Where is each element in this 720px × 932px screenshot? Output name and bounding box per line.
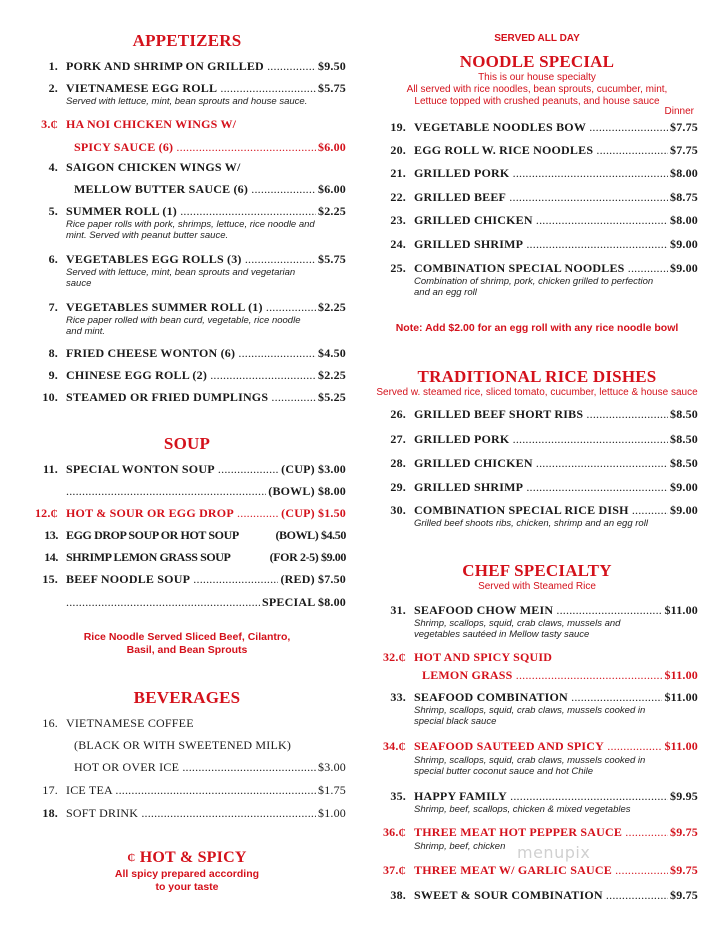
item-price: $9.00 [320, 550, 346, 564]
item-price: $5.75 [318, 252, 346, 266]
item-description: Served with lettuce, mint, bean sprouts and house sauce. [66, 96, 308, 107]
item-name: EGG DROP SOUP OR HOT SOUP [66, 528, 239, 542]
chef-item-36: 36.₵ THREE MEAT HOT PEPPER SAUCE ..... $9.75 Shrimp, beef, chicken [376, 825, 698, 852]
chef-item-31: 31. SEAFOOD CHOW MEIN ..... $11.00 Shrimp, scallops, squid, crab claws, mussels and vegetables sautéed in Mellow tasty sauce [376, 603, 698, 640]
item-price: $9.50 [318, 59, 346, 73]
noodle-note: Note: Add $2.00 for an egg roll with any rice noodle bowl [395, 322, 679, 334]
chef-item-33: 33. SEAFOOD COMBINATION ..... $11.00 Shrimp, scallops, squid, crab claws, mussels cooked in special black sauce [376, 690, 698, 727]
section-title-noodle-special: NOODLE SPECIAL [459, 52, 615, 71]
item-name: HOT AND SPICY SQUID [414, 650, 553, 664]
rice-dishes-section: TRADITIONAL RICE DISHES Served w. steamed rice, sliced tomato, cucumber, lettuce & house sauce [376, 367, 698, 398]
rice-item-28: 28. GRILLED CHICKEN ..... $8.50 [376, 456, 698, 471]
chef-item-35: 35. HAPPY FAMILY ..... $9.95 Shrimp, beef, scallops, chicken & mixed vegetables [376, 789, 698, 815]
appetizer-item-6: 6. VEGETABLES EGG ROLLS (3) ..... $5.75 Served with lettuce, mint, bean sprouts and vegetarian sauce [28, 252, 346, 289]
item-price: $3.00 [318, 462, 346, 476]
chef-item-37: 37.₵ THREE MEAT W/ GARLIC SAUCE ..... $9.75 [376, 863, 698, 879]
item-name-cont: LEMON GRASS ..... [414, 668, 662, 683]
chef-specialty-section: CHEF SPECIALTY Served with Steamed Rice [376, 561, 698, 593]
item-name: VEGETABLE NOODLES BOW ..... [414, 120, 668, 135]
appetizer-item-8: 8. FRIED CHEESE WONTON (6) ..... $4.50 [28, 346, 346, 361]
item-price: $8.00 [670, 213, 698, 227]
item-name: HOT & SOUR OR EGG DROP ..... [66, 506, 279, 521]
appetizer-item-4: 4. SAIGON CHICKEN WINGS W/ MELLOW BUTTER SAUCE (6) ..... $6.00 [28, 160, 346, 197]
item-price: $9.00 [670, 503, 698, 517]
item-name: THREE MEAT HOT PEPPER SAUCE ..... [414, 825, 668, 840]
item-price: $7.75 [670, 120, 698, 134]
soup-item-11: 11. SPECIAL WONTON SOUP ..... (CUP) $3.00 [28, 462, 346, 477]
item-price: $8.00 [670, 166, 698, 180]
item-size: (CUP) [281, 506, 315, 520]
chili-pepper-icon: ₵ [398, 742, 406, 753]
item-description: Grilled beef shoots ribs, chicken, shrimp and an egg roll [414, 518, 648, 529]
soup-item-15-special [28, 595, 346, 610]
item-size: (BOWL) [275, 528, 319, 542]
noodle-item-24: 24. GRILLED SHRIMP ..... $9.00 [376, 237, 698, 252]
item-name-cont: (BLACK OR WITH SWEETENED MILK) [74, 738, 292, 752]
appetizer-item-3: 3.₵ HA NOI CHICKEN WINGS W/ SPICY SAUCE (6) ..... $6.00 [28, 117, 346, 155]
noodle-item-23: 23. GRILLED CHICKEN ..... $8.00 [376, 213, 698, 228]
item-price: $7.50 [318, 572, 346, 586]
item-name: SHRIMP LEMON GRASS SOUP [66, 550, 231, 564]
item-description: Shrimp, beef, chicken [414, 841, 506, 852]
item-name: SEAFOOD COMBINATION ..... [414, 690, 662, 705]
item-name: GRILLED CHICKEN ..... [414, 456, 668, 471]
item-description: Shrimp, scallops, squid, crab claws, mussels and vegetables sautéed in Mellow tasty sauce [414, 618, 621, 640]
hot-spicy-legend: ₵ HOT & SPICY All spicy prepared according to your taste [114, 849, 260, 893]
noodle-item-22: 22. GRILLED BEEF ..... $8.75 [376, 190, 698, 205]
beverage-item-17: 17. ICE TEA ..... $1.75 [28, 783, 346, 798]
item-name: BEEF NOODLE SOUP ..... [66, 572, 278, 587]
item-name-cont: HOT OR OVER ICE ..... [66, 760, 316, 775]
item-name: VEGETABLES EGG ROLLS (3) ..... [66, 252, 316, 267]
chili-pepper-icon: ₵ [398, 653, 406, 664]
item-price: $11.00 [664, 739, 698, 753]
appetizer-item-2: 2. VIETNAMESE EGG ROLL ..... $5.75 Served with lettuce, mint, bean sprouts and house sauce. [28, 81, 346, 107]
chef-item-34: 34.₵ SEAFOOD SAUTEED AND SPICY ..... $11.00 Shrimp, scallops, squid, crab claws, mussels cooked in special butter coconut sauce and hot Chile [376, 739, 698, 777]
item-description: Rice paper rolled with bean curd, vegetable, rice noodle and mint. [66, 315, 301, 337]
item-price: $1.00 [318, 806, 346, 820]
item-description: Shrimp, scallops, squid, crab claws, mussels cooked in special butter coconut sauce and hot Chile [414, 755, 646, 777]
soup-section [28, 434, 346, 454]
item-name: SAIGON CHICKEN WINGS W/ [66, 160, 241, 174]
item-description: Rice paper rolls with pork, shrimps, lettuce, rice noodle and mint. Served with peanut butter sauce. [66, 219, 315, 241]
item-name [66, 484, 266, 499]
item-name-cont: MELLOW BUTTER SAUCE (6) ..... [66, 182, 316, 197]
rice-item-26: 26. GRILLED BEEF SHORT RIBS ..... $8.50 [376, 407, 698, 422]
chef-item-38: 38. SWEET & SOUR COMBINATION ..... $9.75 [376, 888, 698, 903]
item-name: GRILLED PORK ..... [414, 166, 668, 181]
item-name: SOFT DRINK ..... [66, 806, 316, 821]
item-name-cont: SPICY SAUCE (6) ..... [66, 140, 316, 155]
noodle-item-20: 20. EGG ROLL W. RICE NOODLES ..... $7.75 [376, 143, 698, 158]
item-name: GRILLED SHRIMP ..... [414, 480, 668, 495]
item-price: $4.50 [318, 346, 346, 360]
item-size: (BOWL) [268, 484, 315, 498]
item-description: Combination of shrimp, pork, chicken grilled to perfection and an egg roll [414, 276, 654, 298]
item-price: $1.50 [318, 506, 346, 520]
rice-item-29: 29. GRILLED SHRIMP ..... $9.00 [376, 480, 698, 495]
item-price: $11.00 [664, 690, 698, 704]
item-name: GRILLED BEEF ..... [414, 190, 668, 205]
chili-pepper-icon: ₵ [398, 866, 406, 877]
chili-pepper-icon: ₵ [50, 120, 58, 131]
item-name: GRILLED SHRIMP ..... [414, 237, 668, 252]
item-name: THREE MEAT W/ GARLIC SAUCE ..... [414, 863, 668, 878]
item-name: HA NOI CHICKEN WINGS W/ [66, 117, 237, 131]
soup-item-13: 13. EGG DROP SOUP OR HOT SOUP (BOWL) $4.50 [44, 528, 346, 542]
item-name: GRILLED BEEF SHORT RIBS ..... [414, 407, 668, 422]
appetizer-item-7: 7. VEGETABLES SUMMER ROLL (1) ..... $2.25 Rice paper rolled with bean curd, vegetable, rice noodle and mint. [28, 300, 346, 337]
chili-pepper-icon: ₵ [398, 828, 406, 839]
noodle-item-19: 19. VEGETABLE NOODLES BOW ..... $7.75 [376, 120, 698, 135]
item-price: $5.75 [318, 81, 346, 95]
item-price: $9.75 [670, 863, 698, 877]
item-price: $8.50 [670, 432, 698, 446]
item-price: $9.00 [670, 480, 698, 494]
item-price: $9.95 [670, 789, 698, 803]
rice-item-30: 30. COMBINATION SPECIAL RICE DISH ..... $9.00 Grilled beef shoots ribs, chicken, shrimp and an egg roll [376, 503, 698, 529]
item-size: (FOR 2-5) [269, 550, 319, 564]
appetizer-item-9: 9. CHINESE EGG ROLL (2) ..... $2.25 [28, 368, 346, 383]
noodle-item-21: 21. GRILLED PORK ..... $8.00 [376, 166, 698, 181]
item-price: $8.50 [670, 407, 698, 421]
item-size: (RED) [280, 572, 315, 586]
item-name: SEAFOOD SAUTEED AND SPICY ..... [414, 739, 662, 754]
item-name [66, 595, 260, 610]
item-price: $11.00 [664, 603, 698, 617]
served-all-day-label: SERVED ALL DAY [494, 33, 580, 44]
item-size: SPECIAL [262, 595, 315, 609]
section-title-rice-dishes: TRADITIONAL RICE DISHES [417, 367, 657, 386]
appetizer-item-5: 5. SUMMER ROLL (1) ..... $2.25 Rice paper rolls with pork, shrimps, lettuce, rice noodle and mint. Served with peanut butter sauce. [28, 204, 346, 241]
item-price: $8.75 [670, 190, 698, 204]
item-price: $9.75 [670, 888, 698, 902]
appetizer-item-10: 10. STEAMED OR FRIED DUMPLINGS ..... $5.25 [28, 390, 346, 405]
item-name: COMBINATION SPECIAL NOODLES ..... [414, 261, 668, 276]
item-price: $7.75 [670, 143, 698, 157]
beverage-item-16: 16. VIETNAMESE COFFEE (BLACK OR WITH SWEETENED MILK) HOT OR OVER ICE ..... $3.00 [28, 716, 346, 775]
item-name: GRILLED CHICKEN ..... [414, 213, 668, 228]
item-name: VEGETABLES SUMMER ROLL (1) ..... [66, 300, 316, 315]
item-name: COMBINATION SPECIAL RICE DISH ..... [414, 503, 668, 518]
item-price: $3.00 [318, 760, 346, 774]
section-title-beverages: BEVERAGES [133, 688, 241, 707]
soup-item-14: 14. SHRIMP LEMON GRASS SOUP (FOR 2-5) $9.00 [44, 550, 346, 564]
item-price: $5.25 [318, 390, 346, 404]
section-title-soup: SOUP [163, 434, 211, 453]
watermark: menupix [517, 843, 591, 862]
item-price: $4.50 [320, 528, 346, 542]
item-price: $8.00 [318, 595, 346, 609]
appetizers-section [28, 31, 346, 51]
item-description: Shrimp, scallops, squid, crab claws, mussels cooked in special black sauce [414, 705, 646, 727]
item-price: $8.50 [670, 456, 698, 470]
item-description: Served with lettuce, mint, bean sprouts and vegetarian sauce [66, 267, 296, 289]
item-price: $9.00 [670, 261, 698, 275]
item-name: VIETNAMESE EGG ROLL ..... [66, 81, 316, 96]
beverages-section [28, 688, 346, 708]
item-price: $6.00 [318, 140, 346, 154]
beverage-item-18: 18. SOFT DRINK ..... $1.00 [28, 806, 346, 821]
item-price: $8.00 [318, 484, 346, 498]
soup-item-15: 15. BEEF NOODLE SOUP ..... (RED) $7.50 [28, 572, 346, 587]
section-title-chef-specialty: CHEF SPECIALTY [462, 561, 612, 580]
chili-pepper-icon: ₵ [50, 509, 58, 520]
item-price: $2.25 [318, 368, 346, 382]
item-name: SPECIAL WONTON SOUP ..... [66, 462, 279, 477]
item-name: STEAMED OR FRIED DUMPLINGS ..... [66, 390, 316, 405]
item-name: VIETNAMESE COFFEE [66, 716, 194, 730]
item-price: $2.25 [318, 204, 346, 218]
item-name: EGG ROLL W. RICE NOODLES ..... [414, 143, 668, 158]
rice-item-27: 27. GRILLED PORK ..... $8.50 [376, 432, 698, 447]
chef-item-32: 32.₵ HOT AND SPICY SQUID LEMON GRASS ..... $11.00 [376, 650, 698, 683]
item-price: $9.75 [670, 825, 698, 839]
soup-note: Rice Noodle Served Sliced Beef, Cilantro, Basil, and Bean Sprouts [83, 631, 291, 656]
item-name: FRIED CHEESE WONTON (6) ..... [66, 346, 316, 361]
item-price: $9.00 [670, 237, 698, 251]
appetizer-item-1: 1. PORK AND SHRIMP ON GRILLED ..... $9.50 [28, 59, 346, 74]
dinner-column-label: Dinner [664, 106, 694, 117]
soup-item-11-bowl [28, 484, 346, 499]
item-size: (CUP) [281, 462, 315, 476]
item-name: SEAFOOD CHOW MEIN ..... [414, 603, 662, 618]
section-title-appetizers: APPETIZERS [132, 31, 242, 50]
item-name: PORK AND SHRIMP ON GRILLED ..... [66, 59, 316, 74]
noodle-special-section: SERVED ALL DAY NOODLE SPECIAL This is our house specialty All served with rice noodles, bean sprouts, cucumber, mint, Lettuce topped with crushed peanuts, and house sauce Dinner [376, 32, 698, 118]
item-name: SUMMER ROLL (1) ..... [66, 204, 316, 219]
chili-pepper-icon: ₵ [127, 852, 136, 864]
item-price: $2.25 [318, 300, 346, 314]
item-name: SWEET & SOUR COMBINATION ..... [414, 888, 668, 903]
item-price: $11.00 [664, 668, 698, 682]
item-price: $1.75 [318, 783, 346, 797]
item-name: GRILLED PORK ..... [414, 432, 668, 447]
item-name: ICE TEA ..... [66, 783, 316, 798]
soup-item-12: 12.₵ HOT & SOUR OR EGG DROP ..... (CUP) $1.50 [28, 506, 346, 522]
noodle-item-25: 25. COMBINATION SPECIAL NOODLES ..... $9.00 Combination of shrimp, pork, chicken grilled to perfection and an egg roll [376, 261, 698, 298]
item-price: $6.00 [318, 182, 346, 196]
item-name: HAPPY FAMILY ..... [414, 789, 668, 804]
item-description: Shrimp, beef, scallops, chicken & mixed vegetables [414, 804, 631, 815]
item-name: CHINESE EGG ROLL (2) ..... [66, 368, 316, 383]
